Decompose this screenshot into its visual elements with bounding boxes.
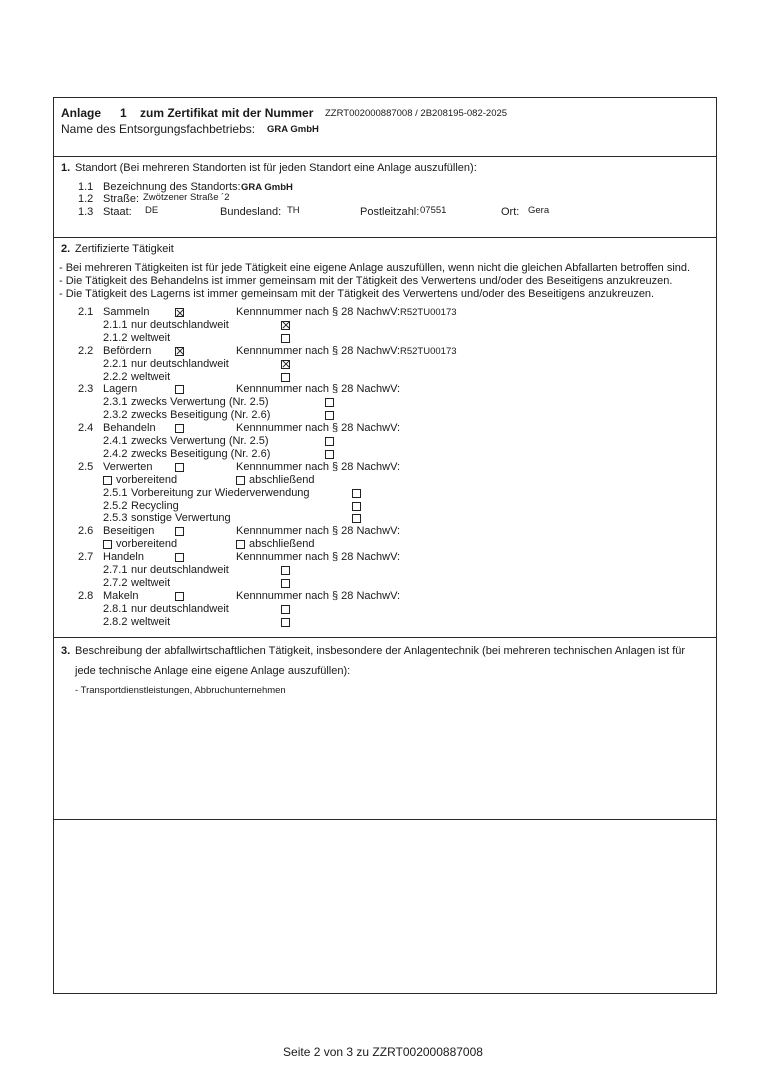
section1-number: 1. — [61, 162, 71, 174]
kennnummer-label: Kennnummer nach § 28 NachwV: — [236, 422, 401, 435]
sub-activity-label: nur deutschlandweit — [131, 564, 229, 576]
activity-checkbox-behandeln[interactable] — [175, 424, 184, 433]
sub-activity-number: 2.3.2 — [103, 409, 128, 422]
betrieb-label: Name des Entsorgungsfachbetriebs: — [61, 122, 256, 136]
zertifikat-number: ZZRT002000887008 / 2B208195-082-2025 — [325, 108, 508, 119]
sub-activity-label: zwecks Verwertung (Nr. 2.5) — [131, 435, 269, 447]
plz-label: Postleitzahl: — [360, 206, 420, 218]
sub-activity-number: 2.4.1 — [103, 435, 128, 447]
activity-label-bef-rdern: Befördern — [103, 344, 152, 357]
sub-activity-number: 2.2.2 — [103, 370, 128, 383]
section3-title-line1: Beschreibung der abfallwirtschaftlichen Tätigkeit, insbesondere der Anlagentechnik (bei mehreren technischen Anlagen ist für — [75, 645, 686, 657]
activity-label-verwerten: Verwerten — [103, 460, 153, 473]
page-footer: Seite 2 von 3 zu ZZRT002000887008 — [283, 1045, 483, 1059]
sub-activity-number: 2.8.1 — [103, 602, 128, 615]
sub-activity-label: zwecks Verwertung (Nr. 2.5) — [131, 396, 269, 409]
certificate-annex-form — [53, 97, 717, 994]
sub-activity-number: 2.5.1 — [103, 486, 128, 499]
blank-section — [54, 819, 716, 993]
sub-activity-checkbox[interactable] — [352, 502, 361, 511]
kennnummer-label: Kennnummer nach § 28 NachwV: — [236, 344, 401, 357]
vorbereitend-checkbox[interactable] — [103, 476, 112, 485]
activity-checkbox-sammeln[interactable] — [175, 308, 184, 317]
activity-number: 2.1 — [78, 306, 94, 318]
section-beschreibung — [54, 637, 716, 819]
activity-number: 2.4 — [78, 422, 94, 435]
sub-activity-number: 2.4.2 — [103, 447, 128, 460]
vorbereitend-checkbox[interactable] — [103, 540, 112, 549]
sub-activity-label: weltweit — [131, 370, 171, 383]
sub-activity-checkbox[interactable] — [281, 334, 290, 343]
sub-activity-checkbox[interactable] — [281, 373, 290, 382]
activity-number: 2.8 — [78, 589, 94, 602]
activity-label-makeln: Makeln — [103, 589, 139, 602]
section1-title: Standort (Bei mehreren Standorten ist für jeden Standort eine Anlage auszufüllen): — [75, 162, 477, 174]
section-zertifizierte-taetigkeit — [54, 237, 716, 637]
abschliessend-label: abschließend — [249, 473, 315, 486]
sub-activity-checkbox[interactable] — [352, 514, 361, 523]
strasse-value: Zwötzener Straße ´2 — [143, 192, 230, 203]
sub-activity-label: zwecks Beseitigung (Nr. 2.6) — [131, 409, 271, 422]
kennnummer-label: Kennnummer nach § 28 NachwV: — [236, 383, 401, 396]
activity-checkbox-bef-rdern[interactable] — [175, 347, 184, 356]
sub-activity-checkbox[interactable] — [325, 437, 334, 446]
section2-note-2: - Die Tätigkeit des Behandelns ist immer gemeinsam mit der Tätigkeit des Verwertens und/oder des Beseitigens anzukreuzen. — [59, 275, 673, 287]
sub-activity-checkbox[interactable] — [281, 605, 290, 614]
sub-activity-checkbox[interactable] — [281, 321, 290, 330]
standort-bezeichnung-label: Bezeichnung des Standorts: — [103, 181, 241, 193]
section2-note-3: - Die Tätigkeit des Lagerns ist immer gemeinsam mit der Tätigkeit des Verwertens und/oder des Beseitigens anzukreuzen. — [59, 288, 655, 300]
activity-label-behandeln: Behandeln — [103, 422, 156, 435]
activity-label-lagern: Lagern — [103, 383, 138, 396]
activity-label-sammeln: Sammeln — [103, 306, 150, 318]
sub-activity-label: weltweit — [131, 615, 171, 628]
sub-activity-label: weltweit — [131, 331, 171, 344]
kennnummer-value: R52TU00173 — [400, 307, 457, 318]
ort-value: Gera — [528, 205, 550, 216]
kennnummer-label: Kennnummer nach § 28 NachwV: — [236, 525, 401, 538]
sub-activity-number: 2.1.2 — [103, 331, 128, 344]
section3-description-value: - Transportdienstleistungen, Abbruchunternehmen — [75, 685, 286, 696]
sub-activity-label: sonstige Verwertung — [131, 512, 231, 525]
sub-activity-number: 2.8.2 — [103, 615, 128, 628]
sub-activity-checkbox[interactable] — [281, 579, 290, 588]
kennnummer-value: R52TU00173 — [400, 345, 457, 357]
activity-checkbox-makeln[interactable] — [175, 592, 184, 601]
item-1-2-num: 1.2 — [78, 193, 94, 205]
sub-activity-label: Recycling — [131, 499, 179, 512]
bundesland-label: Bundesland: — [220, 206, 282, 218]
kennnummer-label: Kennnummer nach § 28 NachwV: — [236, 551, 401, 564]
betrieb-name: GRA GmbH — [267, 124, 319, 135]
abschliessend-label: abschließend — [249, 538, 315, 551]
activity-checkbox-lagern[interactable] — [175, 385, 184, 394]
staat-value: DE — [145, 205, 159, 216]
sub-activity-label: nur deutschlandweit — [131, 318, 229, 331]
sub-activity-label: nur deutschlandweit — [131, 357, 229, 370]
section3-number: 3. — [61, 645, 71, 657]
anlage-label: Anlage — [61, 106, 102, 120]
sub-activity-number: 2.5.2 — [103, 499, 128, 512]
staat-label: Staat: — [103, 206, 132, 218]
activity-checkbox-handeln[interactable] — [175, 553, 184, 562]
plz-value: 07551 — [420, 205, 447, 216]
abschliessend-checkbox[interactable] — [236, 476, 245, 485]
vorbereitend-label: vorbereitend — [116, 473, 178, 486]
anlage-number: 1 — [120, 106, 127, 120]
ort-label: Ort: — [501, 206, 520, 218]
section2-title: Zertifizierte Tätigkeit — [75, 243, 174, 255]
activity-checkbox-verwerten[interactable] — [175, 463, 184, 472]
bundesland-value: TH — [287, 205, 300, 216]
vorbereitend-label: vorbereitend — [116, 538, 178, 551]
kennnummer-label: Kennnummer nach § 28 NachwV: — [236, 460, 401, 473]
sub-activity-label: nur deutschlandweit — [131, 602, 229, 615]
abschliessend-checkbox[interactable] — [236, 540, 245, 549]
section2-note-1: - Bei mehreren Tätigkeiten ist für jede Tätigkeit eine eigene Anlage auszufüllen, wenn nicht die gleichen Abfallarten betroffen sind. — [59, 262, 691, 274]
activity-number: 2.6 — [78, 525, 94, 538]
sub-activity-checkbox[interactable] — [325, 398, 334, 407]
item-1-1-num: 1.1 — [78, 181, 94, 193]
annex-header — [54, 98, 716, 156]
sub-activity-label: zwecks Beseitigung (Nr. 2.6) — [131, 447, 271, 460]
sub-activity-label: weltweit — [131, 576, 171, 589]
activity-number: 2.5 — [78, 460, 94, 473]
item-1-3-num: 1.3 — [78, 206, 94, 218]
kennnummer-label: Kennnummer nach § 28 NachwV: — [236, 589, 401, 602]
section3-title-line2: jede technische Anlage eine eigene Anlage auszufüllen): — [75, 665, 351, 677]
sub-activity-label: Vorbereitung zur Wiederverwendung — [131, 486, 310, 499]
sub-activity-number: 2.2.1 — [103, 357, 128, 370]
activity-number: 2.3 — [78, 383, 94, 396]
strasse-label: Straße: — [103, 193, 140, 205]
section2-number: 2. — [61, 243, 71, 255]
sub-activity-number: 2.3.1 — [103, 396, 128, 409]
activity-label-beseitigen: Beseitigen — [103, 525, 155, 538]
activity-checkbox-beseitigen[interactable] — [175, 527, 184, 536]
sub-activity-checkbox[interactable] — [281, 566, 290, 575]
sub-activity-checkbox[interactable] — [352, 489, 361, 498]
sub-activity-checkbox[interactable] — [325, 411, 334, 420]
kennnummer-label: Kennnummer nach § 28 NachwV: — [236, 306, 401, 318]
sub-activity-number: 2.5.3 — [103, 512, 128, 525]
activity-number: 2.7 — [78, 551, 94, 564]
sub-activity-checkbox[interactable] — [325, 450, 334, 459]
zertifikat-label: zum Zertifikat mit der Nummer — [140, 106, 314, 120]
sub-activity-checkbox[interactable] — [281, 618, 290, 627]
sub-activity-number: 2.7.1 — [103, 564, 128, 576]
standort-bezeichnung-value: GRA GmbH — [241, 182, 293, 193]
section-standort — [54, 156, 716, 237]
activity-number: 2.2 — [78, 344, 94, 357]
activity-label-handeln: Handeln — [103, 551, 144, 564]
sub-activity-number: 2.7.2 — [103, 576, 128, 589]
sub-activity-checkbox[interactable] — [281, 360, 290, 369]
sub-activity-number: 2.1.1 — [103, 318, 128, 331]
